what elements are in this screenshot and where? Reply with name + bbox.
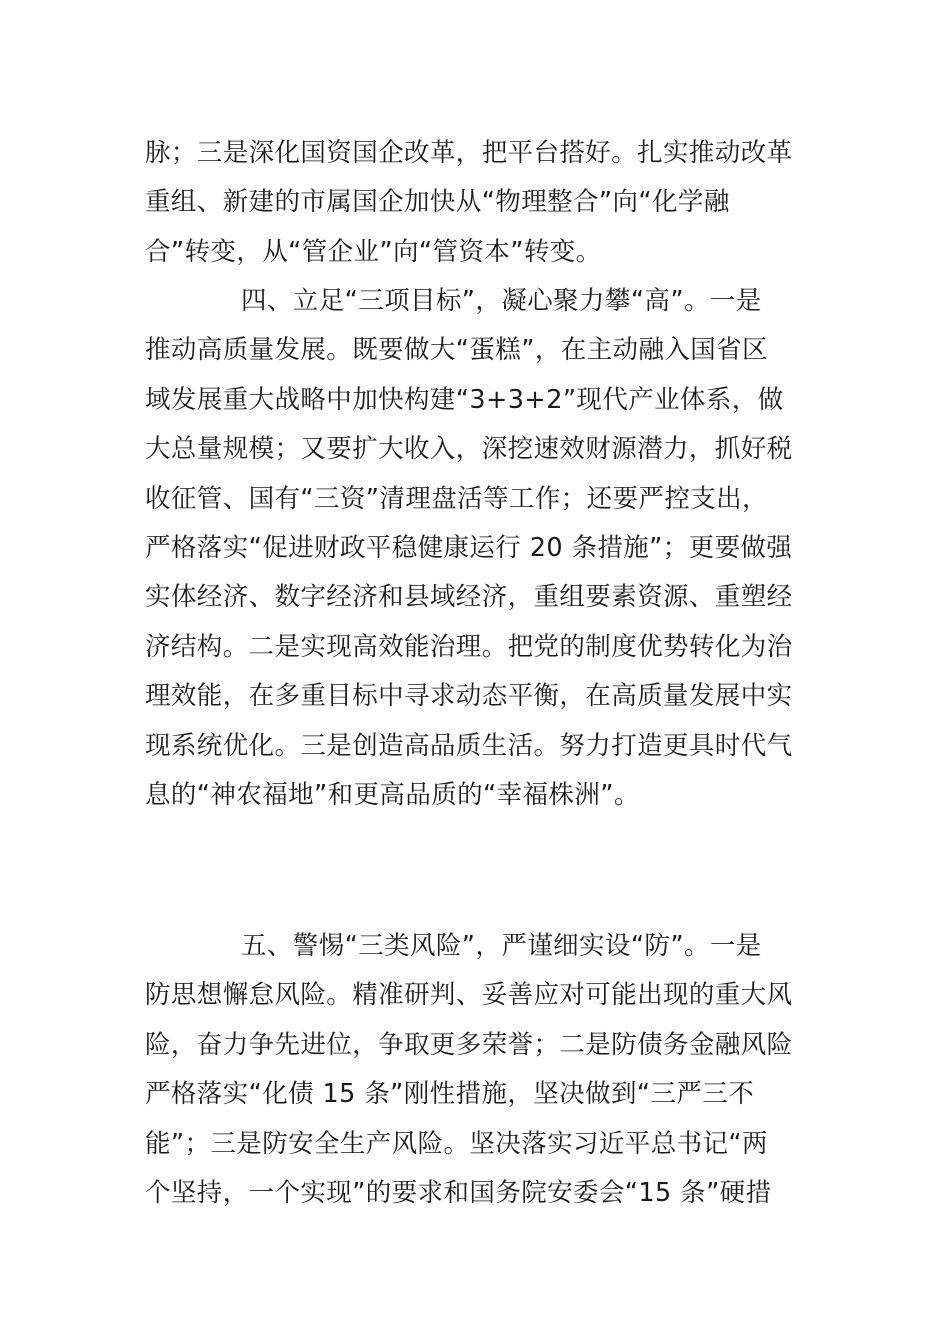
text-line: 严格落实“促进财政平稳健康运行 20 条措施”；更要做强 xyxy=(145,532,793,563)
section-five-heading-line: 五、警惕“三类风险”，严谨细实设“防”。一是 xyxy=(241,931,762,961)
text-line: 个坚持，一个实现”的要求和国务院安委会“15 条”硬措 xyxy=(145,1177,772,1208)
text-line: 理效能，在多重目标中寻求动态平衡，在高质量发展中实 xyxy=(145,681,793,712)
text-line: 推动高质量发展。既要做大“蛋糕”，在主动融入国省区 xyxy=(145,335,768,366)
text-line: 险，奋力争先进位，争取更多荣誉；二是防债务金融风险 xyxy=(145,1029,793,1060)
text-line: 大总量规模；又要扩大收入，深挖速效财源潜力，抓好税 xyxy=(145,434,793,465)
text-line: 收征管、国有“三资”清理盘活等工作；还要严控支出， xyxy=(145,483,768,514)
text-line: 实体经济、数字经济和县域经济，重组要素资源、重塑经 xyxy=(145,582,793,613)
text-line: 重组、新建的市属国企加快从“物理整合”向“化学融 xyxy=(145,187,730,218)
text-line: 现系统优化。三是创造高品质生活。努力打造更具时代气 xyxy=(145,730,793,761)
section-four-paragraph xyxy=(145,277,810,820)
text-line: 息的“神农福地”和更高品质的“幸福株洲”。 xyxy=(145,779,640,810)
text-line: 域发展重大战略中加快构建“3+3+2”现代产业体系，做 xyxy=(145,384,784,415)
text-line: 防思想懈怠风险。精准研判、妥善应对可能出现的重大风 xyxy=(145,980,793,1011)
text-line: 脉；三是深化国资国企改革，把平台搭好。扎实推动改革 xyxy=(145,138,793,168)
section-five-paragraph xyxy=(145,922,810,1218)
section-four-heading-line: 四、立足“三项目标”，凝心聚力攀“高”。一是 xyxy=(241,286,762,316)
paragraph-continuation xyxy=(145,129,810,277)
text-line: 济结构。二是实现高效能治理。把党的制度优势转化为治 xyxy=(145,631,793,662)
text-line: 合”转变，从“管企业”向“管资本”转变。 xyxy=(145,236,602,267)
text-line: 能”；三是防安全生产风险。坚决落实习近平总书记“两 xyxy=(145,1128,768,1159)
text-line: 严格落实“化债 15 条”刚性措施，坚决做到“三严三不 xyxy=(145,1079,755,1110)
